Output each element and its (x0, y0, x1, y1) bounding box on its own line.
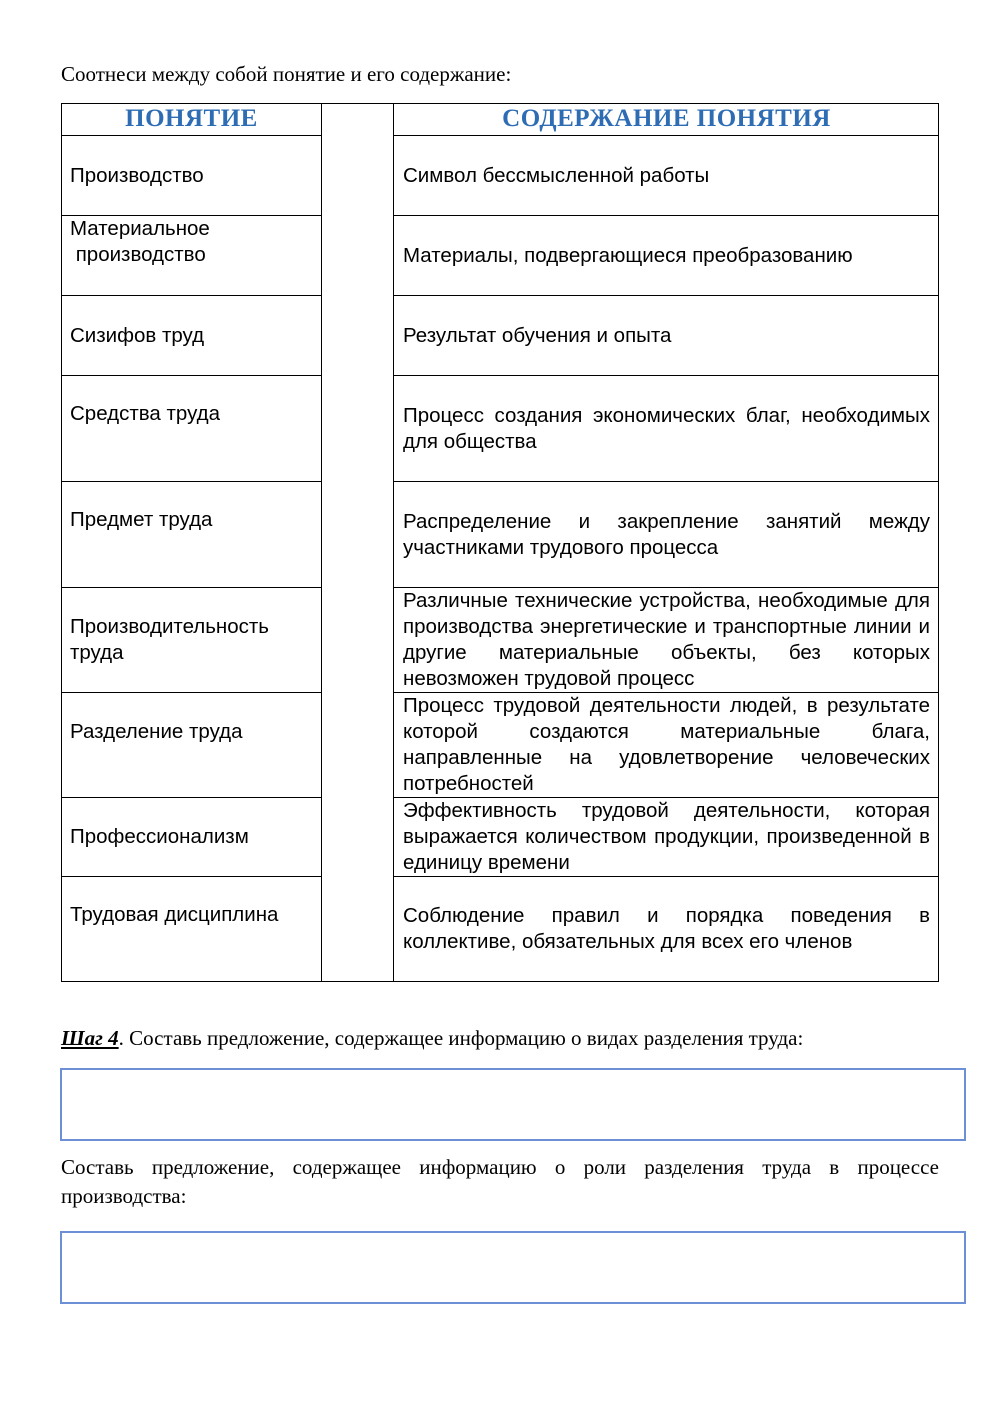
concept-label: Средства труда (70, 402, 221, 425)
answer-field-division-types[interactable] (60, 1068, 966, 1141)
concept-label: Производительность труда (70, 615, 269, 664)
content-cell[interactable] (394, 296, 939, 375)
concept-cell[interactable] (61, 877, 322, 953)
content-text: Результат обучения и опыта (403, 323, 672, 347)
step4-label: Шаг 4 (61, 1026, 119, 1050)
content-cell[interactable] (394, 693, 939, 797)
concept-label: Профессионализм (70, 825, 249, 848)
concept-cell[interactable] (61, 798, 322, 876)
concept-label: Материальное производство (70, 217, 210, 266)
content-text: Эффективность трудовой деятельности, которая выражается количеством продукции, произведенной в единицу времени (403, 799, 930, 874)
content-text: Соблюдение правил и порядка поведения в коллективе, обязательных для всех его членов (403, 904, 930, 953)
step4-instruction (61, 1026, 803, 1051)
header-concept: ПОНЯТИЕ (125, 105, 258, 132)
content-text: Различные технические устройства, необходимые для производства энергетические и транспортные линии и другие материальные объекты, без которых невозможен трудовой процесс (403, 589, 930, 690)
concept-cell[interactable] (61, 482, 322, 558)
concept-label: Трудовая дисциплина (70, 903, 279, 926)
concept-cell[interactable] (61, 296, 322, 375)
concept-cell[interactable] (61, 588, 322, 692)
content-text: Распределение и закрепление занятий между участниками трудового процесса (403, 509, 930, 559)
content-text: Процесс трудовой деятельности людей, в результате которой создаются материальные блага, направленные на удовлетворение человеческих потребностей (403, 694, 930, 795)
content-text: Материалы, подвергающиеся преобразованию (403, 243, 853, 267)
step4-text: . Составь предложение, содержащее информацию о видах разделения труда: (118, 1026, 804, 1050)
content-text: Символ бессмысленной работы (403, 163, 710, 187)
answer-field-division-role[interactable] (60, 1231, 966, 1304)
concept-cell[interactable] (61, 693, 322, 771)
concept-label: Разделение труда (70, 720, 243, 743)
instruction-text: Соотнеси между собой понятие и его содержание: (61, 62, 512, 86)
concept-cell[interactable] (61, 136, 322, 215)
header-content: СОДЕРЖАНИЕ ПОНЯТИЯ (502, 105, 831, 132)
concept-label: Сизифов труд (70, 323, 205, 347)
concept-cell[interactable] (61, 216, 322, 295)
concept-label: Производство (70, 163, 204, 187)
content-cell[interactable] (394, 216, 939, 295)
content-cell[interactable] (394, 482, 939, 587)
content-cell[interactable] (394, 588, 939, 692)
content-cell[interactable] (394, 877, 939, 981)
content-cell[interactable] (394, 798, 939, 876)
content-cell[interactable] (394, 136, 939, 215)
content-cell[interactable] (394, 376, 939, 481)
concept-label: Предмет труда (70, 508, 213, 531)
task2-instruction: Составь предложение, содержащее информацию о роли разделения труда в процессе производства: (61, 1155, 939, 1208)
concept-cell[interactable] (61, 376, 322, 452)
content-text: Процесс создания экономических благ, необходимых для общества (403, 403, 930, 453)
